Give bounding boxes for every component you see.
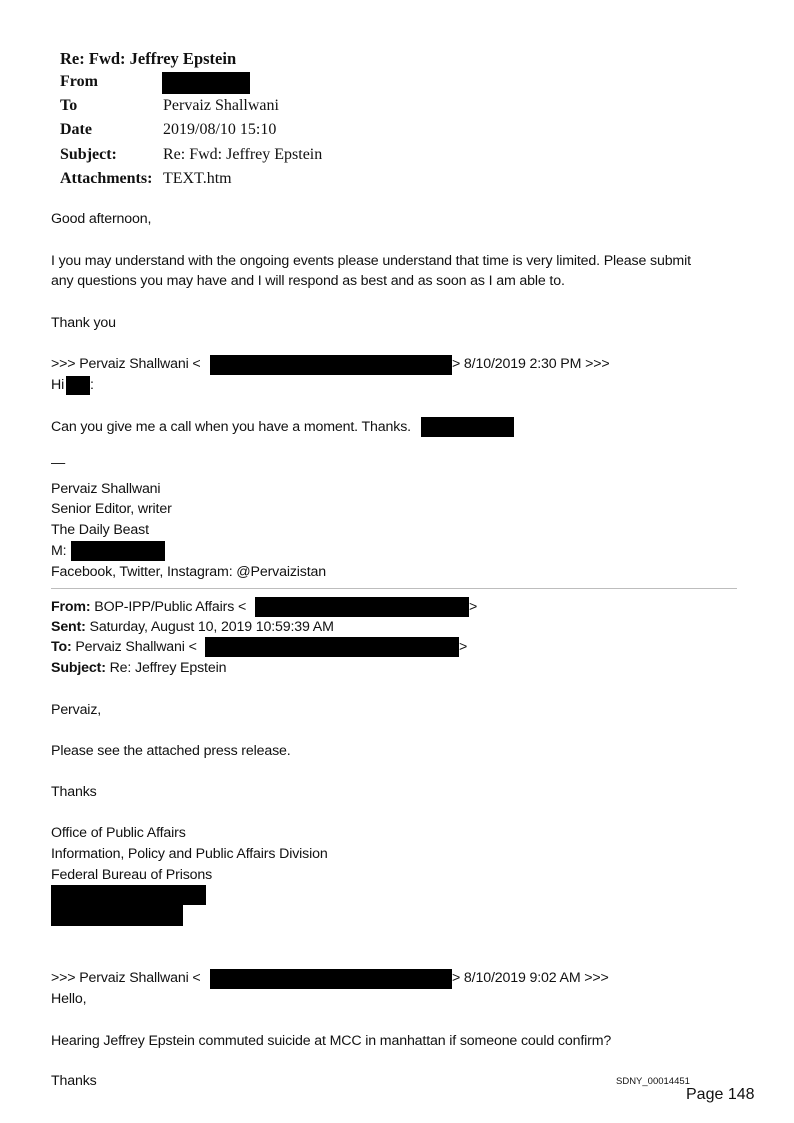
redaction-block — [255, 597, 469, 617]
fwd-from-line — [51, 599, 246, 615]
fwd-subject-value: Re: Jeffrey Epstein — [109, 660, 227, 676]
attachments-label: Attachments: — [60, 170, 153, 187]
redaction-block — [51, 885, 206, 905]
to-value: Pervaiz Shallwani — [163, 97, 279, 114]
date-label: Date — [60, 121, 92, 138]
attachment-link[interactable]: TEXT.htm — [163, 170, 232, 187]
redaction-block — [66, 376, 90, 395]
signature-name: Pervaiz Shallwani — [51, 481, 161, 497]
fwd-to-close: > — [459, 639, 468, 655]
clipped-line — [51, 1073, 97, 1085]
reply-paragraph-line-1: I you may understand with the ongoing events please understand that time is very limited. Please submit — [51, 253, 691, 269]
redaction-block — [162, 72, 250, 94]
message-divider — [51, 588, 737, 589]
subject-label: Subject: — [60, 146, 117, 163]
greeting: Good afternoon, — [51, 211, 152, 227]
signature-org: The Daily Beast — [51, 522, 149, 538]
redaction-block — [210, 969, 452, 989]
fwd-sent-value: Saturday, August 10, 2019 10:59:39 AM — [89, 619, 334, 635]
fwd-from-value: BOP-IPP/Public Affairs < — [94, 599, 247, 615]
signature-mobile-label: M: — [51, 543, 67, 559]
quote-header-prefix: >>> Pervaiz Shallwani < — [51, 356, 201, 372]
fwd-subject-label: Subject: — [51, 660, 106, 676]
quote-hello: Hello, — [51, 991, 87, 1007]
bates-number: SDNY_00014451 — [616, 1076, 690, 1087]
redaction-block — [71, 541, 165, 561]
quote-ask: Can you give me a call when you have a moment. Thanks. — [51, 419, 411, 435]
quote-body: Hearing Jeffrey Epstein commuted suicide at MCC in manhattan if someone could confirm? — [51, 1033, 612, 1049]
fwd-signature-line-2: Information, Policy and Public Affairs Division — [51, 846, 328, 862]
reply-paragraph-line-2: any questions you may have and I will respond as best and as soon as I am able to. — [51, 273, 565, 289]
quote-hi-colon: : — [90, 377, 94, 393]
quote-header-suffix: > 8/10/2019 2:30 PM >>> — [452, 356, 610, 372]
signature-dash: — — [51, 455, 66, 471]
from-label: From — [60, 73, 98, 90]
fwd-body: Please see the attached press release. — [51, 743, 291, 759]
redaction-block — [205, 637, 459, 657]
quote-header-prefix: >>> Pervaiz Shallwani < — [51, 970, 201, 986]
reply-signoff: Thank you — [51, 315, 116, 331]
fwd-signature-line-3: Federal Bureau of Prisons — [51, 867, 213, 883]
fwd-to-line — [51, 639, 197, 655]
page-number: Page 148 — [686, 1086, 755, 1103]
fwd-sent-line — [51, 619, 334, 635]
fwd-subject-line — [51, 660, 226, 676]
fwd-signature-line-1: Office of Public Affairs — [51, 825, 186, 841]
quote-thanks-partial: Thanks — [51, 1073, 97, 1085]
redaction-block — [421, 417, 514, 437]
date-value: 2019/08/10 15:10 — [163, 121, 277, 138]
email-title: Re: Fwd: Jeffrey Epstein — [60, 49, 237, 68]
fwd-to-value: Pervaiz Shallwani < — [75, 639, 197, 655]
fwd-from-close: > — [469, 599, 478, 615]
fwd-thanks: Thanks — [51, 784, 97, 800]
fwd-from-label: From: — [51, 599, 91, 615]
quote-hi: Hi — [51, 377, 65, 393]
to-label: To — [60, 97, 78, 114]
fwd-salutation: Pervaiz, — [51, 702, 102, 718]
redaction-block — [51, 905, 183, 926]
quote-header-suffix: > 8/10/2019 9:02 AM >>> — [452, 970, 609, 986]
redaction-block — [210, 355, 452, 375]
signature-title: Senior Editor, writer — [51, 501, 172, 517]
subject-value: Re: Fwd: Jeffrey Epstein — [163, 146, 323, 163]
fwd-sent-label: Sent: — [51, 619, 86, 635]
fwd-to-label: To: — [51, 639, 72, 655]
signature-social: Facebook, Twitter, Instagram: @Pervaizistan — [51, 564, 327, 580]
